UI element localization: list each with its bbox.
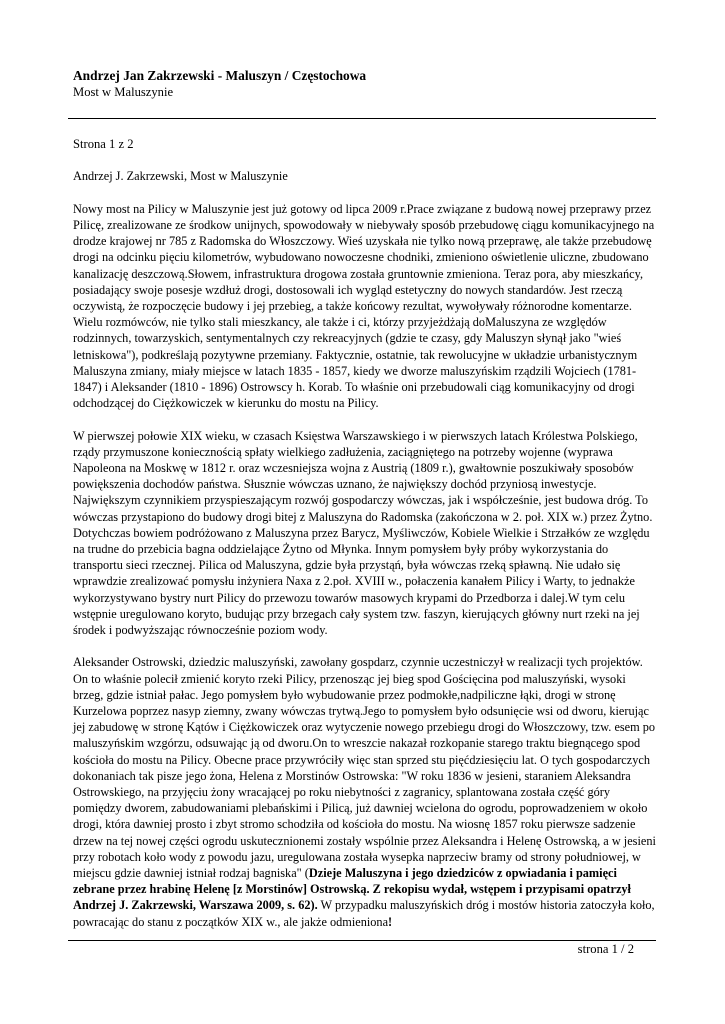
- article-byline: Andrzej J. Zakrzewski, Most w Maluszynie: [73, 169, 288, 184]
- page-counter: Strona 1 z 2: [73, 137, 134, 151]
- footer-divider: [68, 940, 656, 941]
- header-divider: [68, 118, 656, 119]
- citation-bold: Dzieje Maluszyna i jego dziedziców z opwiadania i pamięci zebrane przez hrabinę Helenę [z Morstinów] Ostrowską. Z rekopisu wydał, wstępem i przypisami opatrzył Andrzej J. Zakrzewski, Warszawa 2009, s. 62).: [73, 866, 631, 913]
- document-subtitle: Most w Maluszynie: [73, 85, 174, 99]
- paragraph-text: Aleksander Ostrowski, dziedzic maluszyński, zawołany gospdarz, czynnie uczestniczył w realizacji tych projektów. On to właśnie polecił zmienić koryto rzeki Pilicy, przenosząc jej bieg spod Gościęcina pod maluszyński, wysoki brzeg, gdzie istniał pałac. Jego pomysłem było wybudowanie przez podmokłe,nadpiliczne łąki, drogi w stronę Kurzelowa poprzez nasyp ziemny, zwany wówczas trytwą.Jego to pomysłem było odsunięcie wsi od dworu, kierując jej zabudowę w stronę Kątów i Ciężkowiczek oraz wytyczenie nowego przebiegu drogi do Włoszczowy, tzw. esem po maluszyńskim wzgórzu, odsuwając ją od dworu.On to wreszcie nakazał rozkopanie starego traktu biegnącego spod kościoła do mostu na Pilicy. Obecne prace przywróciły więc stan sprzed stu pięćdziesięciu lat. O tych gospodarczych dokonaniach tak pisze jego żona, Helena z Morstinów Ostrowska: "W roku 1836 w jesieni, staraniem Aleksandra Ostrowskiego, na przyjęciu żony wracającej po roku niebytności z zagranicy, splantowana została część góry pomiędzy dworem, zabudowaniami plebańskimi i Pilicą, już dawniej wcielona do ogrodu, poprowadzeniem w około drogi, która dawniej prosto i zbyt stromo schodziła od kościoła do mostu. Na wiosnę 1857 roku pierwsze sadzenie drzew na tej nowej części ogrodu uskutecznionemi zostały wspólnie przez Aleksandra i Helenę Ostrowską, a w jesieni przy robotach koło wody z powodu jazu, uregulowana została wysepka naprzeciw bramy od strony południowej, w miejscu gdzie dawniej istniał rodzaj bagniska" (: [73, 655, 656, 881]
- document-header: [73, 68, 653, 100]
- paragraph: W pierwszej połowie XIX wieku, w czasach Księstwa Warszawskiego i w pierwszych latach Królestwa Polskiego, rządy przymuszone koniecznością spłaty wielkiego zadłużenia, zaciągniętego na potrzeby wojenne (wyprawa Napoleona na Moskwę w 1812 r. oraz wczesniejsza wojna z Austrią (1809 r.), gwałtownie poszukiwały sposobów powiększenia dochodów państwa. Słusznie wówczas uznano, że największy dochód przyniosą inwestycje. Największym czynnikiem przyspieszającym rozwój gospodarczy wówczas, jak i współcześnie, jest budowa dróg. To wówczas przystapiono do budowy drogi bitej z Maluszyna do Radomska (zakończona w 2. poł. XIX w.) przez Żytno. Dotychczas bowiem podróżowano z Maluszyna przez Barycz, Myśliwczów, Kobiele Wielkie i Strzałków ze względu na trudne do przebicia bagna oddzielające Żytno od Młynka. Innym pomysłem były próby wykorzystania do transportu sieci rzecznej. Pilica od Maluszyna, gdzie była przystąń, była wówczas rzeką spławną. Nie udało się wprawdzie zrealizować pomysłu inżyniera Naxa z 2.poł. XVIII w., połaczenia kanałem Pilicy i Warty, to jednakże wykorzystywano bystry nurt Pilicy do przewozu towarów masowych krypami do Przedborza i dalej.W tym celu wstępnie uregulowano koryto, budując przy brzegach cały system tzw. faszyn, kierujących główny nurt rzeki na jej środek i podwyższając równocześnie poziom wody.: [73, 428, 653, 638]
- page-footer: strona 1 / 2: [577, 942, 634, 956]
- document-title: Andrzej Jan Zakrzewski - Maluszyn / Częstochowa: [73, 68, 367, 83]
- paragraph-tail: W przypadku maluszyńskich dróg i mostów historia zatoczyła koło, powracając do stanu z początków XIX w., ale jakże odmieniona: [73, 898, 655, 929]
- paragraph: [73, 654, 659, 929]
- paragraph: Nowy most na Pilicy w Maluszynie jest już gotowy od lipca 2009 r.Prace związane z budową nowej przeprawy przez Pilicę, zrealizowane ze środkow unijnych, spowodowały w niebywały sposób przebudowę ciągu komunikacyjnego na drodze krajowej nr 785 z Radomska do Włoszczowy. Wieś uzyskała nie tylko nową przeprawę, ale także przebudowę drogi na odcinku pięciu kilometrów, wybudowano nowoczesne chodniki, zmieniono oświetlenie uliczne, zbudowano kanalizację deszczową.Słowem, infrastruktura drogowa została gruntownie zmieniona. Teraz pora, aby mieszkańcy, posiadający swoje posesje wzdłuż drogi, dostosowali ich wygląd estetyczny do nowych standardów. Jest rzeczą oczywistą, że rozpoczęcie budowy i jej przebieg, a także końcowy rezultat, wywoływały różnorodne komentarze. Wielu rozmówców, nie tylko stali mieszkancy, ale także i ci, którzy przyjeżdżają doMaluszyna ze względów rodzinnych, towarzyskich, sentymentalnych czy rekreacyjnych (gdzie te czasy, gdy Maluszyn słynął jako "wieś letniskowa"), podkreślają pozytywne przemiany. Faktycznie, ostatnie, tak rewolucyjne w układzie urbanistycznym Maluszyna zmiany, miały miejsce w latach 1835 - 1857, kiedy we dworze maluszyńskim rządzili Wojciech (1781-1847) i Aleksander (1810 - 1896) Ostrowscy h. Korab. To właśnie oni przebudowali ciąg komunikacyjny od drogi odchodzącej do Ciężkowiczek w kierunku do mostu na Pilicy.: [73, 201, 655, 411]
- article-body: [73, 136, 659, 946]
- exclamation-mark: !: [388, 914, 393, 929]
